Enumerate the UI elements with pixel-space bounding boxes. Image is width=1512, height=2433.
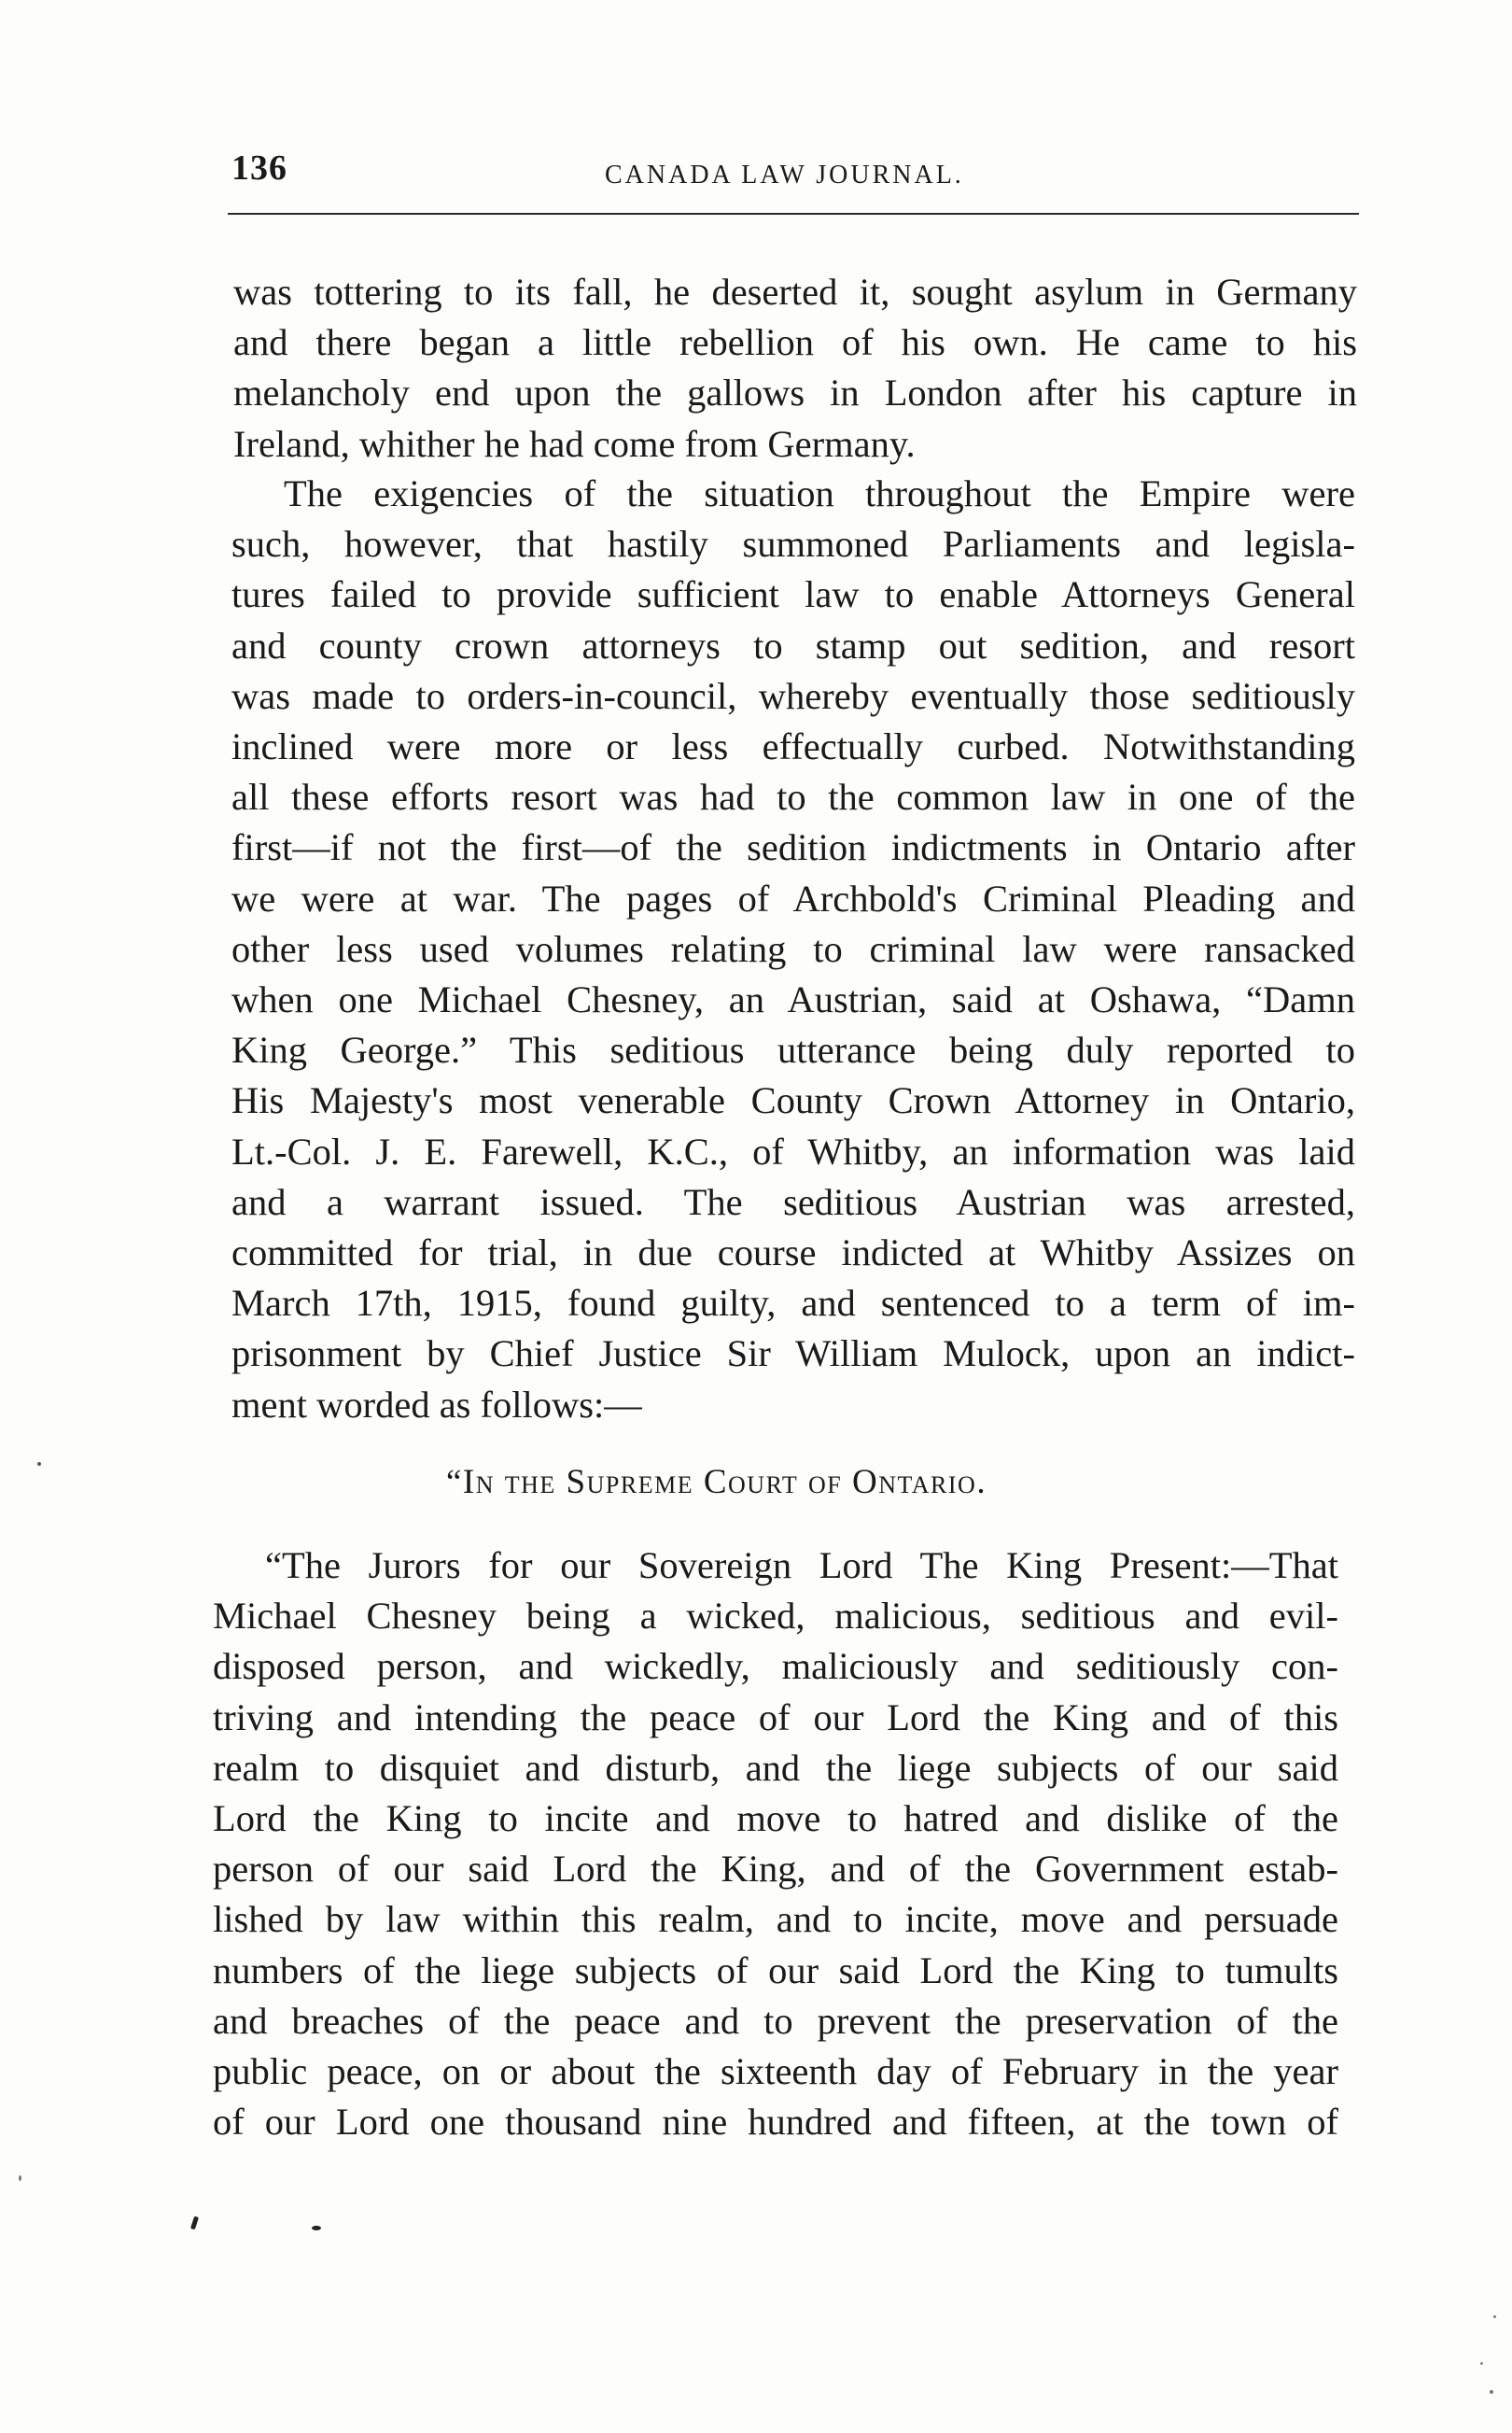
text-line: The exigencies of the situation throughout the Empire were: [284, 472, 1355, 514]
text-line: first—if not the first—of the sedition indictments in Ontario after: [231, 826, 1355, 869]
text-line: King George.” This seditious utterance being duly reported to: [231, 1029, 1355, 1072]
court-heading: “In the Supreme Court of Ontario.: [446, 1463, 987, 1501]
text-line: inclined were more or less effectually curbed. Notwithstanding: [231, 725, 1355, 768]
text-line: Lord the King to incite and move to hatred and dislike of the: [213, 1797, 1338, 1840]
text-line: and county crown attorneys to stamp out sedition, and resort: [231, 624, 1355, 667]
scan-speck: [1490, 2390, 1493, 2394]
paragraph-continuation: [233, 267, 1357, 470]
text-line: His Majesty's most venerable County Crown Attorney in Ontario,: [231, 1079, 1355, 1122]
text-line: when one Michael Chesney, an Austrian, said at Oshawa, “Damn: [231, 978, 1355, 1021]
running-head: CANADA LAW JOURNAL.: [605, 161, 964, 190]
scan-speck: [190, 2216, 199, 2230]
text-line: tures failed to provide sufficient law to enable Attorneys General: [231, 573, 1355, 616]
text-line: and a warrant issued. The seditious Austrian was arrested,: [231, 1180, 1355, 1223]
text-line: such, however, that hastily summoned Parliaments and legisla-: [231, 523, 1355, 566]
text-line: prisonment by Chief Justice Sir William Mulock, upon an indict-: [231, 1332, 1355, 1375]
text-line: was tottering to its fall, he deserted it, sought asylum in Germany: [233, 271, 1357, 313]
text-line: Lt.-Col. J. E. Farewell, K.C., of Whitby, an information was laid: [231, 1130, 1355, 1173]
text-line: and there began a little rebellion of his own. He came to his: [233, 321, 1357, 364]
scan-speck: [19, 2175, 21, 2181]
text-line: Michael Chesney being a wicked, malicious, seditious and evil-: [213, 1595, 1338, 1638]
text-line: numbers of the liege subjects of our said Lord the King to tumults: [213, 1948, 1338, 1991]
page-number: 136: [231, 148, 287, 188]
text-line: realm to disquiet and disturb, and the liege subjects of our said: [213, 1746, 1338, 1789]
scan-speck: [1480, 2362, 1483, 2365]
text-line: and breaches of the peace and to prevent the preservation of the: [213, 1999, 1338, 2042]
text-line: melancholy end upon the gallows in London after his capture in: [233, 372, 1357, 415]
scan-speck: [312, 2226, 321, 2230]
scan-speck: [1493, 2315, 1496, 2318]
text-line: of our Lord one thousand nine hundred and fifteen, at the town of: [213, 2101, 1338, 2144]
text-line: committed for trial, in due course indicted at Whitby Assizes on: [231, 1231, 1355, 1274]
text-line: triving and intending the peace of our Lord the King and of this: [213, 1695, 1338, 1738]
text-line: ment worded as follows:—: [231, 1383, 642, 1426]
paragraph-sedition: [231, 469, 1355, 1430]
header-rule: [228, 213, 1359, 215]
text-line: person of our said Lord the King, and of the Government estab-: [213, 1848, 1338, 1891]
indictment-text: [213, 1540, 1338, 2147]
text-line: disposed person, and wickedly, maliciously and seditiously con-: [213, 1645, 1338, 1688]
text-line: we were at war. The pages of Archbold's Criminal Pleading and: [231, 877, 1355, 920]
text-line: lished by law within this realm, and to incite, move and persuade: [213, 1898, 1338, 1941]
text-line: all these efforts resort was had to the common law in one of the: [231, 776, 1355, 819]
text-line: “The Jurors for our Sovereign Lord The King Present:—That: [265, 1544, 1338, 1586]
text-line: was made to orders-in-council, whereby eventually those seditiously: [231, 674, 1355, 717]
text-line: Ireland, whither he had come from Germany.: [233, 422, 916, 465]
text-line: other less used volumes relating to criminal law were ransacked: [231, 927, 1355, 970]
text-line: public peace, on or about the sixteenth day of February in the year: [213, 2050, 1338, 2093]
text-line: March 17th, 1915, found guilty, and sentenced to a term of im-: [231, 1282, 1355, 1325]
scan-speck: [37, 1462, 41, 1466]
